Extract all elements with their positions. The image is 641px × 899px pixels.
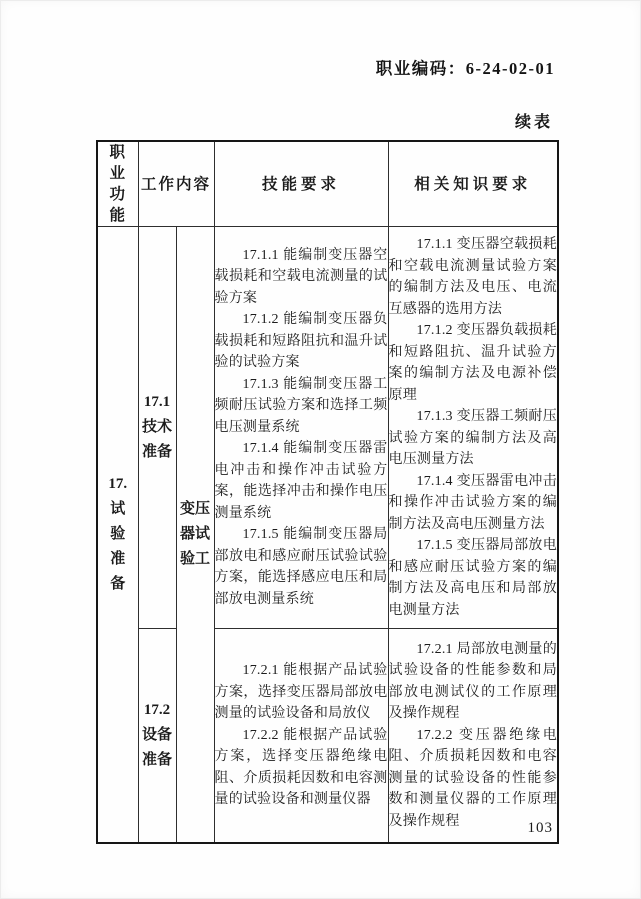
work-content-text-17-2: 17.2 设备准备 [141, 701, 172, 768]
col-header-skill-requirements: 技能要求 [214, 141, 388, 227]
knowledge-item: 17.1.5 变压器局部放电和感应耐压试验方案的编制方法及高电压和局部放电测量方法 [388, 538, 558, 618]
knowledge-item: 17.2.2 变压器绝缘电阻、介质损耗因数和电容测量的试验设备的性能参数和测量仪器的工作原理及操作规程 [388, 727, 558, 829]
occupational-function-text: 17. 试验准备 [108, 475, 128, 592]
work-content-cell-17-1 [138, 227, 176, 629]
occupational-standard-table [96, 140, 559, 844]
skill-item: 17.1.4 能编制变压器雷电冲击和操作冲击试验方案，能选择冲击和操作电压测量系统 [214, 441, 388, 521]
skill-item: 17.1.5 能编制变压器局部放电和感应耐压试验试验方案，能选择感应电压和局部放电测量系统 [214, 527, 388, 607]
knowledge-cell-17-1 [388, 227, 558, 629]
knowledge-cell-17-2 [388, 629, 558, 843]
occupational-function-cell [97, 227, 138, 843]
worker-title-cell [176, 227, 214, 843]
work-content-cell-17-2 [138, 629, 176, 843]
occupation-code: 职业编码：6-24-02-01 [375, 59, 555, 78]
col-header-work-content: 工作内容 [138, 141, 214, 227]
page-number: 103 [527, 820, 553, 836]
knowledge-item: 17.2.1 局部放电测量的试验设备的性能参数和局部放电测试仪的工作原理及操作规程 [388, 641, 558, 721]
table-row-17-1 [97, 227, 558, 629]
col-header-occupational-function: 职业功能 [97, 141, 138, 227]
skill-item: 17.2.1 能根据产品试验方案，选择变压器局部放电测量的试验设备和局放仪 [214, 663, 388, 721]
worker-title-text: 变压器试验工 [179, 500, 210, 567]
knowledge-item: 17.1.1 变压器空载损耗和空载电流测量试验方案的编制方法及电压、电流互感器的选用方法 [388, 237, 558, 317]
continued-table-label: 续表 [514, 114, 553, 131]
knowledge-item: 17.1.3 变压器工频耐压试验方案的编制方法及高电压测量方法 [388, 409, 558, 467]
work-content-text-17-1: 17.1 技术准备 [141, 394, 172, 460]
skill-item: 17.1.1 能编制变压器空载损耗和空载电流测量的试验方案 [214, 247, 388, 306]
knowledge-item: 17.1.2 变压器负载损耗和短路阻抗、温升试验方案的编制方法及电源补偿原理 [388, 323, 558, 403]
skills-cell-17-1 [214, 227, 388, 629]
skill-item: 17.2.2 能根据产品试验方案，选择变压器绝缘电阻、介质损耗因数和电容测量的试验设备和测量仪器 [214, 727, 388, 807]
skill-item: 17.1.2 能编制变压器负载损耗和短路阻抗和温升试验的试验方案 [214, 312, 388, 371]
skills-cell-17-2 [214, 629, 388, 843]
table-header-row [97, 141, 558, 227]
col-header-knowledge-requirements: 相关知识要求 [388, 141, 558, 227]
table-row-17-2 [97, 629, 558, 843]
knowledge-item: 17.1.4 变压器雷电冲击和操作冲击试验方案的编制方法及高电压测量方法 [388, 473, 558, 532]
skill-item: 17.1.3 能编制变压器工频耐压试验方案和选择工频电压测量系统 [214, 376, 388, 435]
